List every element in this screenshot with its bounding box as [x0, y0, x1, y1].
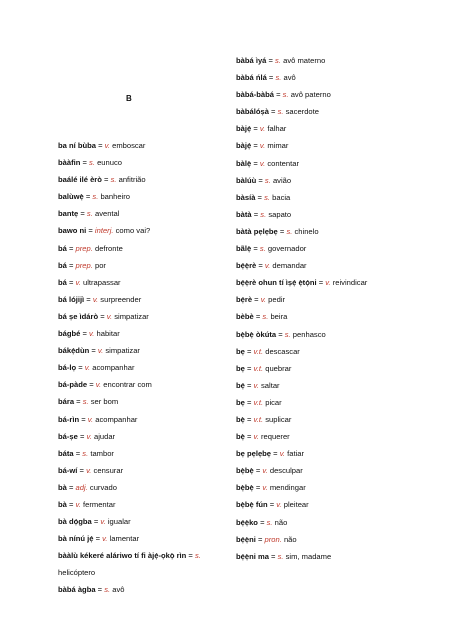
entry-equals-sign: =	[268, 551, 278, 561]
entry-part-of-speech: s.	[110, 175, 117, 185]
entry-headword: bẹ́ẹ̀ni ma	[236, 551, 269, 561]
entry-headword: bá-wí	[58, 465, 78, 475]
entry-part-of-speech: v.	[86, 431, 92, 441]
entry-definition: ser bom	[90, 397, 119, 407]
entry-headword: balùwẹ̀	[58, 192, 84, 202]
entry-definition: mendingar	[269, 483, 306, 493]
entry-headword: bẹ́ẹ̀rè ohun tí ìṣẹ́ ẹ̀tọ́ni	[236, 278, 317, 288]
dictionary-entry	[236, 240, 436, 257]
entry-headword: bantẹ	[58, 209, 79, 219]
entry-part-of-speech: v.	[279, 449, 286, 459]
entry-headword: bà	[58, 499, 67, 509]
entry-definition: descascar	[265, 346, 300, 356]
entry-equals-sign: =	[101, 175, 111, 185]
entry-definition: demandar	[272, 261, 307, 271]
entry-equals-sign: =	[251, 141, 260, 151]
dictionary-entry	[236, 531, 436, 548]
entry-headword: bá lójijì	[58, 294, 85, 304]
dictionary-entry	[236, 206, 436, 223]
entry-headword: bààfin	[58, 158, 81, 168]
entry-part-of-speech: v.	[276, 500, 282, 510]
entry-part-of-speech: v.	[84, 363, 91, 373]
entry-definition: avô	[112, 585, 125, 595]
entry-part-of-speech: prep.	[75, 243, 93, 253]
entry-equals-sign: =	[66, 499, 76, 509]
dictionary-entry	[58, 581, 228, 598]
entry-definition: censurar	[93, 465, 124, 475]
entry-part-of-speech: v.	[262, 483, 268, 493]
entry-definition: encontrar com	[103, 380, 152, 390]
dictionary-entry	[236, 377, 436, 394]
dictionary-entry	[58, 274, 228, 291]
entry-part-of-speech: s.	[275, 73, 282, 83]
entry-equals-sign: =	[257, 517, 267, 527]
entry-headword: bẹ́ẹ̀rè	[236, 261, 257, 271]
dictionary-entry	[236, 52, 436, 69]
entry-equals-sign: =	[77, 431, 87, 441]
dictionary-entry	[58, 325, 228, 342]
entry-headword: bàtà	[236, 209, 252, 219]
entry-headword: bá-rìn	[58, 414, 80, 424]
dictionary-entry	[58, 154, 228, 171]
dictionary-entry	[58, 428, 228, 445]
entry-definition: tambor	[90, 448, 114, 458]
dictionary-entry	[236, 223, 436, 240]
entry-definition: saltar	[261, 380, 280, 390]
entry-equals-sign: =	[276, 329, 285, 339]
entry-part-of-speech: v.	[86, 465, 92, 475]
dictionary-entry	[236, 360, 436, 377]
entry-part-of-speech: s.	[194, 551, 201, 561]
dictionary-entry	[236, 394, 436, 411]
entry-equals-sign: =	[186, 551, 195, 561]
entry-part-of-speech: v.	[89, 329, 95, 339]
entry-definition: requerer	[261, 432, 290, 442]
entry-equals-sign: =	[277, 226, 287, 236]
entry-headword: bá ṣe ìdárò	[58, 311, 99, 321]
entry-part-of-speech: v.	[87, 414, 94, 424]
entry-definition: falhar	[267, 124, 287, 134]
entry-equals-sign: =	[77, 465, 87, 475]
entry-part-of-speech: s.	[277, 551, 284, 561]
dictionary-entry	[58, 359, 228, 376]
entry-headword: bẹ̀	[236, 414, 245, 424]
entry-equals-sign: =	[66, 482, 76, 492]
entry-headword: bàjẹ́	[236, 124, 252, 134]
entry-definition: quebrar	[265, 363, 292, 373]
entry-definition: avô paterno	[290, 90, 331, 100]
entry-definition: penhasco	[292, 329, 326, 339]
entry-equals-sign: =	[256, 175, 265, 185]
entry-definition: não	[283, 534, 297, 544]
entry-definition: avião	[272, 175, 292, 185]
entry-headword: bẹ	[236, 346, 245, 356]
entry-definition: beira	[270, 312, 288, 322]
entry-headword: bà nínú jẹ́	[58, 534, 94, 544]
entry-equals-sign: =	[87, 380, 96, 390]
entry-part-of-speech: v.	[104, 141, 110, 150]
dictionary-entry	[58, 240, 228, 257]
entry-definition: acompanhar	[95, 414, 138, 424]
entry-equals-sign: =	[73, 448, 83, 458]
entry-headword: bá-lọ	[58, 363, 77, 373]
dictionary-entry	[58, 513, 228, 530]
entry-definition: chinelo	[294, 226, 319, 236]
dictionary-entry	[58, 137, 228, 154]
entry-definition: avô materno	[283, 56, 326, 65]
dictionary-entry	[58, 393, 228, 410]
entry-equals-sign: =	[86, 226, 95, 236]
entry-headword: bá-ṣe	[58, 431, 78, 441]
entry-definition: avental	[94, 209, 120, 219]
entry-definition: habitar	[96, 329, 120, 339]
entry-definition: fermentar	[83, 499, 116, 509]
entry-equals-sign: =	[244, 432, 254, 442]
left-column	[58, 137, 228, 599]
entry-part-of-speech: v.	[260, 295, 267, 305]
entry-headword: bàbá ńlá	[236, 73, 267, 83]
entry-definition: pedir	[268, 295, 286, 305]
entry-definition: fatiar	[287, 449, 305, 459]
entry-definition: sacerdote	[285, 107, 319, 117]
entry-definition: ultrapassar	[83, 277, 121, 287]
dictionary-entry	[58, 308, 228, 325]
entry-headword: bẹ pẹlẹbẹ	[236, 449, 272, 459]
entry-equals-sign: =	[255, 534, 265, 544]
dictionary-entry	[236, 291, 436, 308]
entry-equals-sign: =	[251, 158, 260, 168]
entry-headword: bẹ́ẹ̀ni	[236, 534, 256, 544]
entry-equals-sign: =	[95, 585, 105, 595]
entry-part-of-speech: s.	[104, 585, 111, 595]
entry-part-of-speech: s.	[264, 192, 270, 202]
entry-equals-sign: =	[78, 209, 87, 219]
entry-headword: bá	[58, 260, 67, 270]
entry-part-of-speech: v.	[253, 380, 259, 390]
entry-equals-sign: =	[266, 56, 276, 65]
dictionary-entry	[236, 274, 436, 291]
dictionary-entry	[236, 137, 436, 154]
entry-equals-sign: =	[252, 295, 261, 305]
right-column	[236, 52, 436, 565]
entry-part-of-speech: prep.	[75, 260, 93, 270]
dictionary-entry	[58, 342, 228, 359]
entry-definition: como vai?	[115, 226, 151, 236]
entry-part-of-speech: v.	[259, 141, 266, 151]
entry-definition: contentar	[267, 158, 299, 168]
entry-part-of-speech: v.	[75, 277, 81, 287]
dictionary-entry	[58, 530, 228, 547]
entry-equals-sign: =	[80, 158, 90, 168]
entry-equals-sign: =	[267, 500, 277, 510]
entry-headword: bà dọ́gba	[58, 517, 92, 527]
entry-equals-sign: =	[83, 192, 93, 202]
entry-headword: bà	[58, 482, 67, 492]
entry-equals-sign: =	[251, 209, 261, 219]
entry-equals-sign: =	[66, 260, 76, 270]
dictionary-entry	[58, 376, 228, 393]
dictionary-entry	[236, 514, 436, 531]
entry-definition: bacia	[272, 192, 291, 202]
entry-headword: bàbá-bàbá	[236, 90, 274, 100]
entry-part-of-speech: v.	[253, 432, 259, 442]
entry-headword: baálé ilé èrò	[58, 175, 102, 185]
entry-definition: suplicar	[265, 414, 292, 424]
entry-equals-sign: =	[244, 397, 254, 407]
entry-part-of-speech: v.	[325, 278, 331, 288]
entry-headword: bẹ̀bẹ̀ fún	[236, 500, 268, 510]
entry-part-of-speech: s.	[259, 244, 266, 254]
entry-equals-sign: =	[316, 278, 326, 288]
entry-equals-sign: =	[253, 312, 263, 322]
entry-definition: banheiro	[100, 192, 131, 202]
entry-definition: igualar	[107, 517, 131, 527]
dictionary-entry	[236, 428, 436, 445]
entry-definition: emboscar	[112, 141, 146, 150]
entry-headword: bàbá àgba	[58, 585, 96, 595]
entry-definition: acompanhar	[92, 363, 135, 373]
entry-equals-sign: =	[95, 141, 105, 150]
dictionary-entry	[236, 326, 436, 343]
entry-part-of-speech: s.	[92, 192, 99, 202]
dictionary-entry	[236, 445, 436, 462]
entry-equals-sign: =	[255, 192, 265, 202]
entry-part-of-speech: s.	[266, 517, 273, 527]
entry-headword: bẹ́ẹ̀ko	[236, 517, 258, 527]
entry-headword: bára	[58, 397, 75, 407]
dictionary-entry	[58, 222, 228, 239]
entry-part-of-speech: v.	[259, 124, 266, 134]
entry-equals-sign: =	[80, 329, 90, 339]
entry-part-of-speech: v.	[97, 346, 104, 356]
entry-equals-sign: =	[268, 107, 278, 117]
entry-headword: bẹ̀bẹ̀	[236, 466, 254, 476]
entry-definition: sim, madame	[285, 551, 332, 561]
entry-definition: ajudar	[93, 431, 116, 441]
dictionary-entry	[58, 205, 228, 222]
dictionary-entry	[58, 188, 228, 205]
entry-part-of-speech: s.	[262, 312, 269, 322]
entry-definition: surpreender	[100, 294, 142, 304]
entry-definition: eunuco	[97, 158, 122, 168]
entry-part-of-speech: v.t.	[253, 346, 264, 356]
entry-part-of-speech: s.	[286, 226, 293, 236]
dictionary-entry	[58, 479, 228, 496]
entry-part-of-speech: s.	[284, 329, 291, 339]
dictionary-entry	[58, 547, 228, 581]
entry-headword: bá	[58, 277, 67, 287]
entry-headword: bàbá ìyá	[236, 56, 267, 65]
entry-part-of-speech: adj.	[75, 482, 88, 492]
entry-part-of-speech: interj.	[94, 226, 114, 236]
entry-headword: bẹ̀bẹ̀	[236, 483, 254, 493]
entry-part-of-speech: s.	[277, 107, 284, 117]
entry-equals-sign: =	[74, 397, 83, 407]
dictionary-entry	[236, 411, 436, 428]
entry-equals-sign: =	[76, 363, 85, 373]
entry-definition: reivindicar	[332, 278, 368, 288]
entry-headword: bá-pàde	[58, 380, 88, 390]
entry-definition: simpatizar	[105, 346, 140, 356]
entry-equals-sign: =	[266, 73, 276, 83]
entry-equals-sign: =	[98, 311, 107, 321]
entry-equals-sign: =	[273, 90, 283, 100]
entry-definition: avô	[283, 73, 296, 83]
entry-part-of-speech: v.t.	[253, 397, 264, 407]
entry-definition: pleitear	[283, 500, 309, 510]
entry-definition: por	[94, 260, 106, 270]
entry-part-of-speech: v.	[264, 261, 271, 271]
entry-part-of-speech: s.	[82, 397, 89, 407]
entry-part-of-speech: v.	[262, 466, 268, 476]
entry-headword: bàbálóṣà	[236, 107, 269, 117]
entry-headword: bawo ni	[58, 226, 87, 236]
dictionary-entry	[236, 103, 436, 120]
dictionary-entry	[236, 308, 436, 325]
entry-equals-sign: =	[66, 243, 76, 253]
entry-part-of-speech: pron.	[264, 534, 282, 544]
entry-equals-sign: =	[93, 534, 103, 544]
dictionary-entry	[236, 155, 436, 172]
entry-headword: bákẹ́dùn	[58, 346, 90, 356]
dictionary-entry	[236, 189, 436, 206]
entry-equals-sign: =	[251, 124, 260, 134]
dictionary-entry	[58, 462, 228, 479]
dictionary-entry	[58, 411, 228, 428]
dictionary-entry	[236, 69, 436, 86]
entry-part-of-speech: v.	[92, 294, 99, 304]
entry-headword: bàlẹ̀	[236, 158, 252, 168]
entry-equals-sign: =	[271, 449, 280, 459]
entry-headword: bèbè	[236, 312, 254, 322]
entry-part-of-speech: v.	[106, 311, 113, 321]
entry-part-of-speech: s.	[86, 209, 93, 219]
entry-part-of-speech: v.	[75, 499, 81, 509]
entry-definition: simpatizar	[114, 311, 149, 321]
dictionary-entry	[236, 120, 436, 137]
dictionary-entry	[236, 172, 436, 189]
entry-equals-sign: =	[89, 346, 98, 356]
entry-headword: bẹ̀bẹ̀ òkúta	[236, 329, 277, 339]
dictionary-entry	[236, 257, 436, 274]
dictionary-entry	[58, 257, 228, 274]
entry-equals-sign: =	[253, 483, 263, 493]
entry-part-of-speech: v.t.	[253, 414, 264, 424]
entry-part-of-speech: v.	[259, 158, 266, 168]
entry-part-of-speech: s.	[275, 56, 281, 65]
dictionary-entry	[236, 479, 436, 496]
entry-equals-sign: =	[84, 294, 93, 304]
entry-headword: bàjẹ́	[236, 141, 252, 151]
entry-equals-sign: =	[256, 261, 265, 271]
dictionary-entry	[58, 496, 228, 513]
entry-definition: curvado	[89, 482, 117, 492]
entry-equals-sign: =	[244, 346, 254, 356]
entry-headword: bàsíà	[236, 192, 256, 202]
entry-part-of-speech: v.	[100, 517, 106, 527]
dictionary-entry	[58, 445, 228, 462]
dictionary-entry	[236, 496, 436, 513]
entry-headword: bágbé	[58, 329, 81, 339]
entry-definition: lamentar	[109, 534, 140, 544]
entry-headword: bẹ	[236, 363, 245, 373]
entry-definition: governador	[267, 244, 307, 254]
entry-headword: bá	[58, 243, 67, 253]
entry-equals-sign: =	[244, 363, 254, 373]
entry-equals-sign: =	[251, 244, 260, 254]
entry-headword: báta	[58, 448, 74, 458]
dictionary-entry	[58, 291, 228, 308]
entry-part-of-speech: s.	[89, 158, 95, 168]
entry-equals-sign: =	[244, 380, 254, 390]
entry-equals-sign: =	[91, 517, 101, 527]
entry-part-of-speech: s.	[264, 175, 271, 185]
entry-headword: bẹ́rè	[236, 295, 253, 305]
entry-equals-sign: =	[244, 414, 254, 424]
entry-equals-sign: =	[66, 277, 76, 287]
entry-equals-sign: =	[79, 414, 88, 424]
entry-headword: bààlù kékeré aláriwo tí fi àjẹ́-ọkọ̀ rìn	[58, 551, 187, 561]
entry-headword: ba ní bùba	[58, 141, 96, 150]
entry-headword: bẹ̀	[236, 432, 245, 442]
entry-headword: bẹ	[236, 397, 245, 407]
entry-headword: bẹ́	[236, 380, 245, 390]
entry-part-of-speech: s.	[282, 90, 289, 100]
entry-definition: picar	[265, 397, 282, 407]
entry-equals-sign: =	[253, 466, 263, 476]
dictionary-entry	[236, 86, 436, 103]
entry-part-of-speech: v.t.	[253, 363, 264, 373]
entry-definition: não	[274, 517, 288, 527]
entry-part-of-speech: v.	[95, 380, 102, 390]
dictionary-entry	[236, 343, 436, 360]
section-letter-heading: B	[126, 94, 132, 103]
entry-headword: bàlúù	[236, 175, 257, 185]
entry-definition: sapato	[268, 209, 292, 219]
entry-definition: mimar	[267, 141, 289, 151]
entry-part-of-speech: v.	[102, 534, 108, 544]
entry-headword: bàtà pẹlẹbẹ	[236, 226, 278, 236]
dictionary-entry	[236, 462, 436, 479]
entry-headword: bãlẹ̀	[236, 244, 252, 254]
entry-definition: helicóptero	[58, 568, 96, 578]
entry-part-of-speech: s.	[260, 209, 267, 219]
dictionary-entry	[236, 548, 436, 565]
entry-definition: desculpar	[269, 466, 303, 476]
entry-definition: anfitrião	[118, 175, 146, 185]
entry-part-of-speech: s.	[82, 448, 89, 458]
entry-definition: defronte	[94, 243, 123, 253]
dictionary-entry	[58, 171, 228, 188]
